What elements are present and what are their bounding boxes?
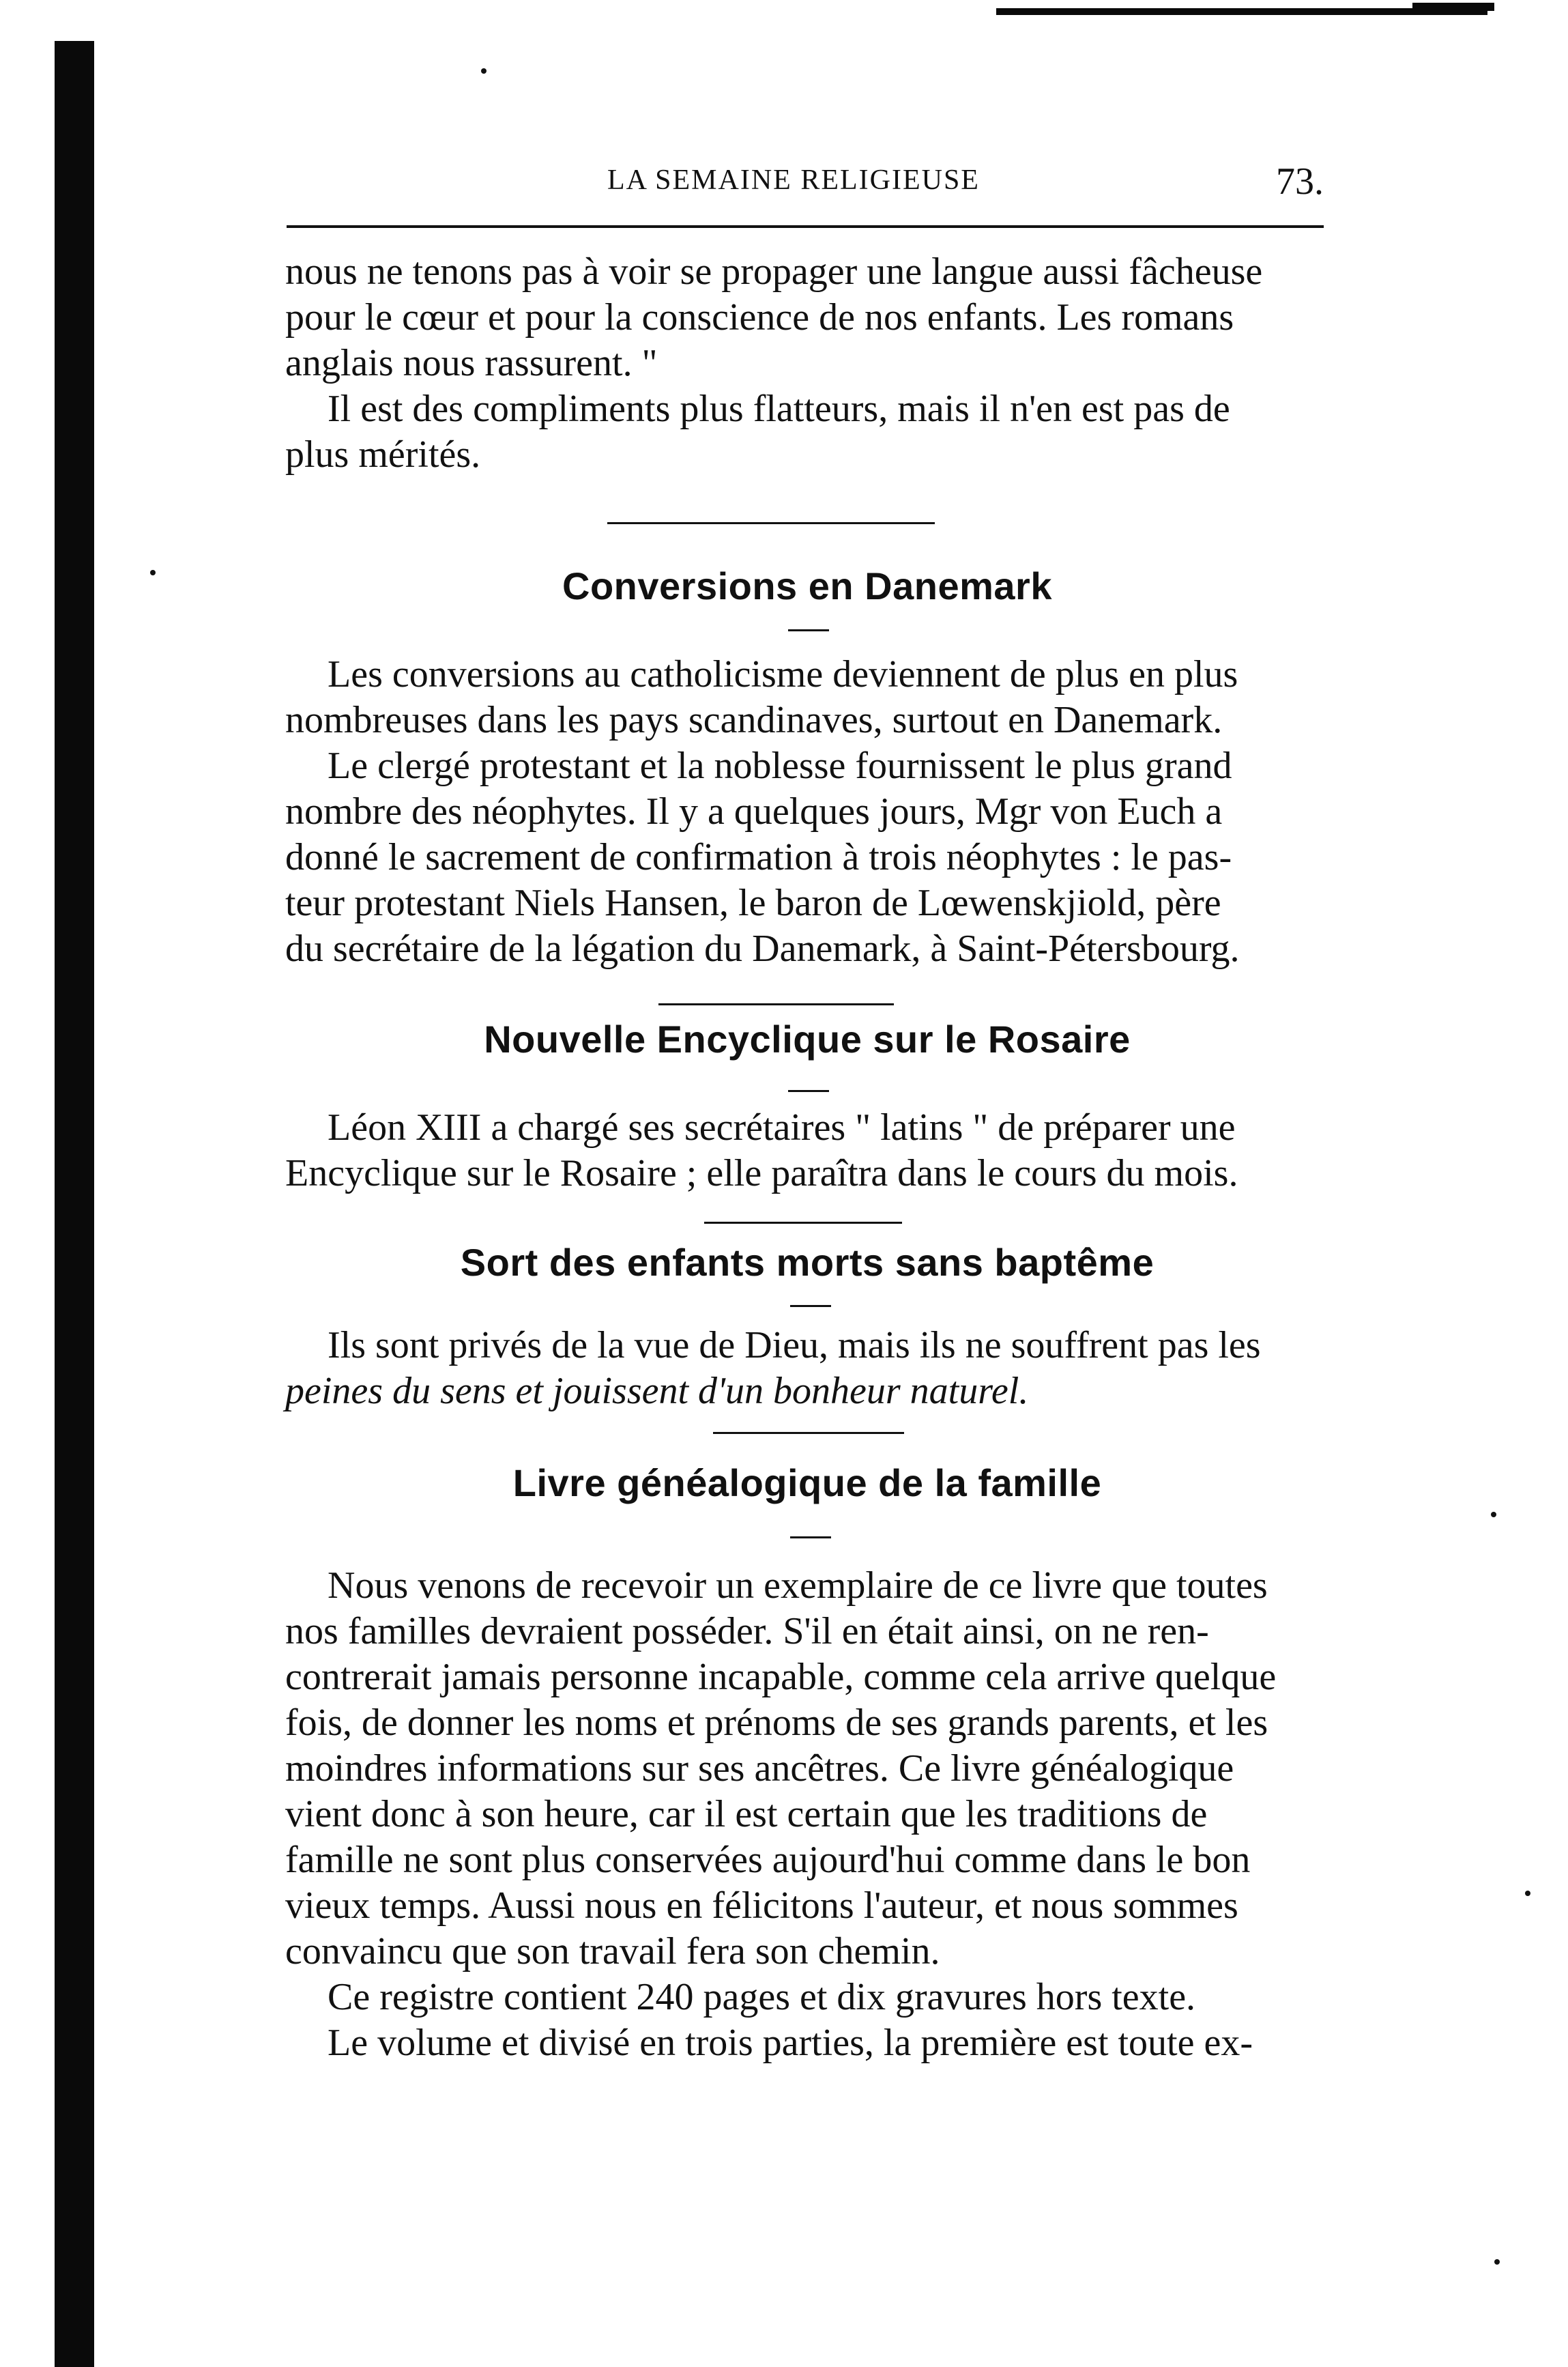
title-dash bbox=[790, 1305, 831, 1307]
title-dash bbox=[788, 629, 829, 631]
page-number: 73. bbox=[1276, 160, 1324, 203]
page-binding-edge bbox=[55, 41, 94, 2367]
text-line: Les conversions au catholicisme deviennent de plus en plus bbox=[328, 653, 1238, 695]
scan-speck bbox=[1525, 1891, 1530, 1896]
section-body bbox=[285, 652, 1329, 972]
text-line: du secrétaire de la légation du Danemark, à Saint-Pétersbourg. bbox=[285, 928, 1240, 970]
text-line: nos familles devraient posséder. S'il en était ainsi, on ne ren- bbox=[285, 1610, 1209, 1652]
text-line: Ce registre contient 240 pages et dix gravures hors texte. bbox=[328, 1976, 1196, 2018]
section-body bbox=[285, 1323, 1329, 1414]
text-line: donné le sacrement de confirmation à trois néophytes : le pas- bbox=[285, 836, 1232, 878]
text-line: pour le cœur et pour la conscience de nos enfants. Les romans bbox=[285, 296, 1234, 339]
text-line: vient donc à son heure, car il est certain que les traditions de bbox=[285, 1793, 1208, 1835]
section-separator-rule bbox=[704, 1222, 902, 1224]
text-line: nombre des néophytes. Il y a quelques jours, Mgr von Euch a bbox=[285, 790, 1223, 833]
text-line: Léon XIII a chargé ses secrétaires " latins " de préparer une bbox=[328, 1106, 1236, 1149]
top-edge-rule bbox=[996, 8, 1487, 15]
section-body bbox=[285, 1105, 1329, 1196]
page-header bbox=[287, 160, 1324, 212]
scan-speck bbox=[481, 68, 487, 74]
text-line: nous ne tenons pas à voir se propager une langue aussi fâcheuse bbox=[285, 250, 1263, 293]
text-line: peines du sens et jouissent d'un bonheur naturel. bbox=[285, 1370, 1029, 1412]
text-line: vieux temps. Aussi nous en félicitons l'auteur, et nous sommes bbox=[285, 1884, 1238, 1927]
scan-speck bbox=[1491, 1512, 1496, 1517]
text-line: Ils sont privés de la vue de Dieu, mais ils ne souffrent pas les bbox=[328, 1324, 1261, 1366]
section-body bbox=[285, 1563, 1329, 2066]
intro-paragraph bbox=[285, 249, 1329, 386]
text-line: anglais nous rassurent. " bbox=[285, 342, 658, 384]
text-line: Nous venons de recevoir un exemplaire de ce livre que toutes bbox=[328, 1564, 1268, 1607]
text-line: nombreuses dans les pays scandinaves, surtout en Danemark. bbox=[285, 699, 1223, 741]
text-line: contrerait jamais personne incapable, comme cela arrive quelque bbox=[285, 1656, 1277, 1698]
text-line: plus mérités. bbox=[285, 433, 481, 476]
title-dash bbox=[788, 1090, 829, 1092]
scan-speck bbox=[150, 570, 156, 575]
text-line: fois, de donner les noms et prénoms de ses grands parents, et les bbox=[285, 1702, 1268, 1744]
scan-speck bbox=[1494, 2259, 1500, 2265]
section-title: Livre généalogique de la famille bbox=[512, 1461, 1102, 1504]
text-line: moindres informations sur ses ancêtres. Ce livre généalogique bbox=[285, 1747, 1234, 1790]
section-title: Nouvelle Encyclique sur le Rosaire bbox=[484, 1018, 1131, 1061]
text-line: teur protestant Niels Hansen, le baron de Lœwenskjiold, père bbox=[285, 882, 1221, 924]
section-separator-rule bbox=[713, 1432, 904, 1434]
header-rule bbox=[287, 225, 1324, 228]
section-separator-rule bbox=[658, 1003, 894, 1005]
text-line: Il est des compliments plus flatteurs, mais il n'en est pas de bbox=[328, 388, 1230, 430]
section-title: Conversions en Danemark bbox=[562, 564, 1052, 607]
running-head: LA SEMAINE RELIGIEUSE bbox=[607, 164, 980, 196]
intro-closing-paragraph bbox=[285, 386, 1329, 478]
text-line: Le volume et divisé en trois parties, la première est toute ex- bbox=[328, 2022, 1253, 2064]
title-dash bbox=[790, 1536, 831, 1538]
text-line: famille ne sont plus conservées aujourd'hui comme dans le bon bbox=[285, 1839, 1251, 1881]
section-separator-rule bbox=[607, 522, 935, 524]
text-line: convaincu que son travail fera son chemin. bbox=[285, 1930, 940, 1972]
section-title: Sort des enfants morts sans baptême bbox=[460, 1241, 1155, 1284]
text-line: Le clergé protestant et la noblesse fournissent le plus grand bbox=[328, 745, 1232, 787]
text-line: Encyclique sur le Rosaire ; elle paraîtra dans le cours du mois. bbox=[285, 1152, 1238, 1194]
